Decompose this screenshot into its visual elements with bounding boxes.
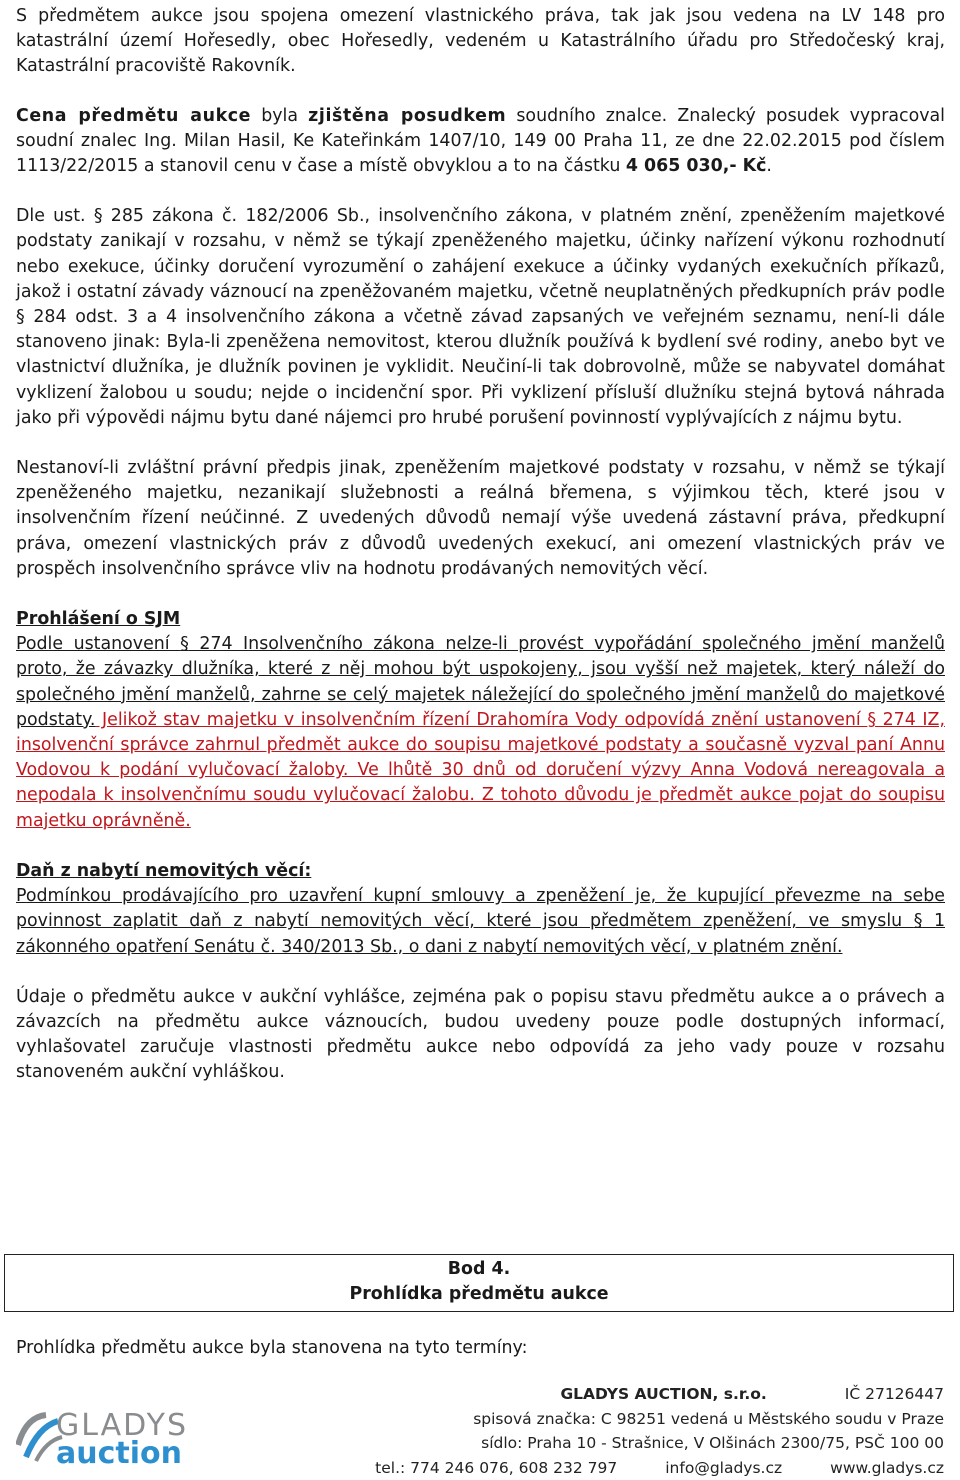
paragraph-easements: Nestanoví-li zvláštní právní předpis jinak, zpeněžením majetkové podstaty v rozsahu, v němž se týkají zpeněženého majetku, nezanikají služebnosti a reálná břemena, s výjimkou těch, které jsou v insolvenčním řízení neúčinné. Z uvedených důvodů nemají výše uvedená zástavní práva, předkupní práva, omezení vlastnických práv z důvodů uvedených exekucí, ani omezení vlastnických práv ve prospěch insolvenčního správce vliv na hodnotu prodávaných nemovitých věcí.: [16, 458, 945, 579]
gladys-logo: [16, 1397, 216, 1467]
section-sign: §: [180, 634, 189, 655]
company-registration: spisová značka: C 98251 vedená u Městského soudu v Praze: [473, 1409, 944, 1428]
section-title: Prohlídka předmětu aukce: [349, 1284, 609, 1304]
section-sign: §: [16, 307, 25, 328]
section-number: Bod 4.: [447, 1259, 511, 1279]
paragraph-sjm: Podle ustanovení § 274 Insolvenčního zákona nelze-li provést vypořádání společného jmění manželů proto, že závazky dlužníka, které z něj mohou být uspokojeny, jsou vyšší než majetek, který náleží do společného jmění manželů, zahrne se celý majetek náležející do společného jmění manželů do majetkové podstaty. Jelikož stav majetku v insolvenčním řízení Drahomíra Vody odpovídá znění ustanovení § 274 IZ, insolvenční správce zahrnul předmět aukce do soupisu majetkové podstaty a současně vyzval paní Annu Vodovou k podání vylučovací žaloby. Ve lhůtě 30 dnů od doručení výzvy Anna Vodová nereagovala a nepodala k insolvenčnímu soudu vylučovací žalobu. Z tohoto důvodu je předmět aukce pojat do soupisu majetku oprávněně.: [16, 634, 945, 831]
sjm-red-statement: Jelikož stav majetku v insolvenčním řízení Drahomíra Vody odpovídá znění ustanovení: [95, 709, 868, 730]
company-ic: IČ 27126447: [844, 1385, 944, 1403]
tax-heading: Daň z nabytí nemovitých věcí:: [16, 860, 312, 881]
company-phone: tel.: 774 246 076, 608 232 797: [375, 1458, 618, 1477]
price-label-bold: Cena předmětu aukce: [16, 105, 252, 126]
price-value: 4 065 030,- Kč: [625, 156, 767, 177]
paragraph-price: Cena předmětu aukce byla zjištěna posudkem soudního znalce. Znalecký posudek vypracoval soudní znalec Ing. Milan Hasil, Ke Kateřinkám 1407/10, 149 00 Praha 11, ze dne 22.02.2015 pod číslem 1113/22/2015 a stanovil cenu v čase a místě obvyklou a to na částku 4 065 030,- Kč.: [16, 105, 945, 177]
company-address: sídlo: Praha 10 - Strašnice, V Olšinách 2300/75, PSČ 100 00: [481, 1434, 944, 1453]
company-email[interactable]: info@gladys.cz: [665, 1458, 783, 1477]
svg-text:auction: auction: [56, 1436, 182, 1467]
sjm-heading: Prohlášení o SJM: [16, 609, 181, 630]
company-name: GLADYS AUCTION, s.r.o.: [560, 1385, 767, 1403]
paragraph-tax: Podmínkou prodávajícího pro uzavření kupní smlouvy a zpeněžení je, že kupující převezme na sebe povinnost zaplatit daň z nabytí nemovitých věcí, které jsou předmětem zpeněžení, ve smyslu § 1 zákonného opatření Senátu č. 340/2013 Sb., o dani z nabytí nemovitých věcí, v platném znění.: [16, 886, 946, 957]
inspection-intro: Prohlídka předmětu aukce byla stanovena na tyto termíny:: [16, 1338, 528, 1358]
section-sign: §: [913, 911, 923, 932]
paragraph-insolvency-effects: Dle ust. § 285 zákona č. 182/2006 Sb., insolvenčního zákona, v platném znění, zpeněžením majetkové podstaty zanikají v rozsahu, v němž se týkají zpeněženého majetku, účinky nařízení výkonu rozhodnutí nebo exekuce, účinky doručení vyrozumění o zahájení exekuce a účinky vydaných exekučních příkazů, jakož i ostatní závady váznoucí na zpeněžovaném majetku, včetně neuplatněných předkupních práv podle § 284 odst. 3 a 4 insolvenčního zákona a včetně závad zapsaných ve veřejném seznamu, není-li dále stanoveno jinak: Byla-li zpeněžena nemovitost, kterou dlužník používá k bydlení své rodiny, anebo byt ve vlastnictví dlužníka, je dlužník povinen je vyklidit. Neučiní-li tak dobrovolně, může se nabyvatel domáhat vyklizení žalobou u soudu; nejde o incidenční spor. Při vyklizení přísluší dlužníku stejná bytová náhrada jako při výpovědi nájmu bytu dané nájemci pro hrubé porušení povinností vyplývajících z nájmu bytu.: [16, 206, 945, 428]
paragraph-ownership-restrictions: S předmětem aukce jsou spojena omezení vlastnického práva, tak jak jsou vedena na LV 148 pro katastrální území Hořesedly, obec Hořesedly, vedeném u Katastrálního úřadu pro Středočeský kraj, Katastrální pracoviště Rakovník.: [16, 6, 945, 77]
section-box-bod-4: [4, 1254, 954, 1312]
paragraph-liability: Údaje o předmětu aukce v aukční vyhlášce, zejména pak o popisu stavu předmětu aukce a o právech a závazcích na předmětu aukce váznoucích, budou uvedeny pouze podle dostupných informací, vyhlašovatel zaručuje vlastnosti předmětu aukce nebo odpovídá za jeho vady pouze v rozsahu stanoveném aukční vyhláškou.: [16, 986, 945, 1083]
company-info: [375, 1382, 944, 1480]
page-footer: [0, 1376, 960, 1479]
section-sign: §: [93, 206, 103, 227]
section-sign: §: [867, 709, 877, 730]
svg-text:GLADYS: GLADYS: [56, 1408, 188, 1443]
appraisal-label-bold: zjištěna posudkem: [308, 105, 507, 126]
document-page: [16, 4, 945, 1086]
company-web[interactable]: www.gladys.cz: [830, 1458, 944, 1477]
